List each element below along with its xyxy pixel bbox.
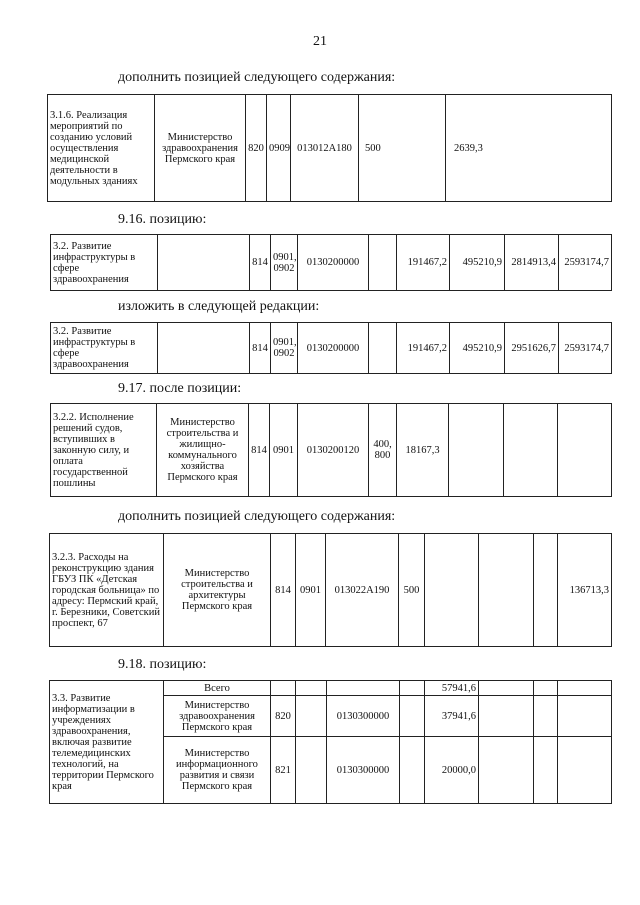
position-name: 3.2.3. Расходы на реконструкцию здания ГБУЗ ПК «Детская городская больница» по адресу: Пермский край, г. Березники, Советский проспект, 67 bbox=[50, 534, 164, 647]
table-position-3-2-old bbox=[50, 234, 612, 291]
value-cell bbox=[534, 696, 558, 737]
grbs-cell: 820 bbox=[271, 696, 296, 737]
expense-type-cell: 500 bbox=[399, 534, 425, 647]
value-cell: 2814913,4 bbox=[505, 235, 559, 291]
position-name: 3.1.6. Реализация мероприятий по созданию условий осуществления медицинской деятельности в модульных зданиях bbox=[48, 95, 155, 202]
target-article-cell: 0130200000 bbox=[298, 323, 369, 374]
grbs-cell: 814 bbox=[250, 323, 271, 374]
total-label: Всего bbox=[164, 681, 271, 696]
grbs-cell: 814 bbox=[271, 534, 296, 647]
position-name: 3.2. Развитие инфраструктуры в сфере здравоохранения bbox=[51, 235, 158, 291]
page-number: 21 bbox=[313, 34, 327, 49]
heading-9-16: 9.16. позицию: bbox=[118, 212, 207, 227]
value-cell: 2593174,7 bbox=[559, 323, 612, 374]
expense-type-cell bbox=[369, 235, 397, 291]
target-article-cell: 0130200000 bbox=[298, 235, 369, 291]
ministry-cell: Министерство здравоохранения Пермского края bbox=[164, 696, 271, 737]
grbs-cell: 814 bbox=[249, 404, 270, 497]
value-cell: 37941,6 bbox=[425, 696, 479, 737]
value-cell bbox=[449, 404, 504, 497]
ministry-cell: Министерство строительства и жилищно-коммунального хозяйства Пермского края bbox=[157, 404, 249, 497]
ministry-cell bbox=[158, 235, 250, 291]
value-cell bbox=[479, 681, 534, 696]
heading-9-17: 9.17. после позиции: bbox=[118, 381, 242, 396]
value-cell bbox=[479, 737, 534, 804]
ministry-cell: Министерство здравоохранения Пермского края bbox=[155, 95, 246, 202]
value-cell: 2593174,7 bbox=[559, 235, 612, 291]
grbs-cell: 821 bbox=[271, 737, 296, 804]
expense-type-cell bbox=[400, 737, 425, 804]
value-cell bbox=[558, 681, 612, 696]
section-code-cell bbox=[296, 737, 327, 804]
expense-type-cell bbox=[369, 323, 397, 374]
heading-add-position: дополнить позицией следующего содержания: bbox=[118, 70, 396, 85]
value-cell bbox=[534, 737, 558, 804]
target-article-cell: 0130200120 bbox=[298, 404, 369, 497]
value-cell bbox=[479, 696, 534, 737]
value-cell: 2951626,7 bbox=[505, 323, 559, 374]
value-cell: 495210,9 bbox=[450, 235, 505, 291]
expense-type-cell bbox=[400, 681, 425, 696]
position-name: 3.3. Развитие информатизации в учреждениях здравоохранения, включая развитие телемедицинских технологий, на территории Пермского края bbox=[50, 681, 164, 804]
target-article-cell: 0130300000 bbox=[327, 737, 400, 804]
target-article-cell bbox=[327, 681, 400, 696]
value-cell bbox=[534, 534, 558, 647]
target-article-cell: 013022А190 bbox=[326, 534, 399, 647]
value-cell: 20000,0 bbox=[425, 737, 479, 804]
heading-new-edition: изложить в следующей редакции: bbox=[118, 299, 320, 314]
target-article-cell: 013012А180 bbox=[291, 95, 359, 202]
section-code-cell: 0901, 0902 bbox=[271, 323, 298, 374]
table-position-3-1-6 bbox=[47, 94, 612, 202]
table-position-3-2-new bbox=[50, 322, 612, 374]
value-cell bbox=[558, 404, 612, 497]
ministry-cell bbox=[158, 323, 250, 374]
section-code-cell bbox=[296, 681, 327, 696]
ministry-cell: Министерство строительства и архитектуры Пермского края bbox=[164, 534, 271, 647]
value-cell bbox=[504, 404, 558, 497]
value-cell: 191467,2 bbox=[397, 235, 450, 291]
expense-type-cell: 500 bbox=[359, 95, 446, 202]
expense-type-cell bbox=[400, 696, 425, 737]
value-cell: 191467,2 bbox=[397, 323, 450, 374]
position-name: 3.2.2. Исполнение решений судов, вступивших в законную силу, и оплата государственной пошлины bbox=[51, 404, 157, 497]
value-cell bbox=[534, 681, 558, 696]
table-position-3-2-2 bbox=[50, 403, 612, 497]
value-cell: 136713,3 bbox=[558, 534, 612, 647]
position-name: 3.2. Развитие инфраструктуры в сфере здравоохранения bbox=[51, 323, 158, 374]
section-code-cell: 0909 bbox=[267, 95, 291, 202]
value-cell: 18167,3 bbox=[397, 404, 449, 497]
grbs-cell bbox=[271, 681, 296, 696]
section-code-cell: 0901 bbox=[296, 534, 326, 647]
ministry-cell: Министерство информационного развития и связи Пермского края bbox=[164, 737, 271, 804]
value-cell bbox=[558, 737, 612, 804]
expense-type-cell: 400, 800 bbox=[369, 404, 397, 497]
target-article-cell: 0130300000 bbox=[327, 696, 400, 737]
value-cell: 2639,3 bbox=[446, 95, 612, 202]
heading-9-18: 9.18. позицию: bbox=[118, 657, 207, 672]
heading-add-position-2: дополнить позицией следующего содержания: bbox=[118, 509, 396, 524]
table-position-3-2-3 bbox=[49, 533, 612, 647]
grbs-cell: 820 bbox=[246, 95, 267, 202]
section-code-cell: 0901 bbox=[270, 404, 298, 497]
value-cell bbox=[558, 696, 612, 737]
total-value: 57941,6 bbox=[425, 681, 479, 696]
section-code-cell bbox=[296, 696, 327, 737]
table-position-3-3 bbox=[49, 680, 612, 804]
grbs-cell: 814 bbox=[250, 235, 271, 291]
value-cell bbox=[425, 534, 479, 647]
value-cell bbox=[479, 534, 534, 647]
value-cell: 495210,9 bbox=[450, 323, 505, 374]
section-code-cell: 0901, 0902 bbox=[271, 235, 298, 291]
